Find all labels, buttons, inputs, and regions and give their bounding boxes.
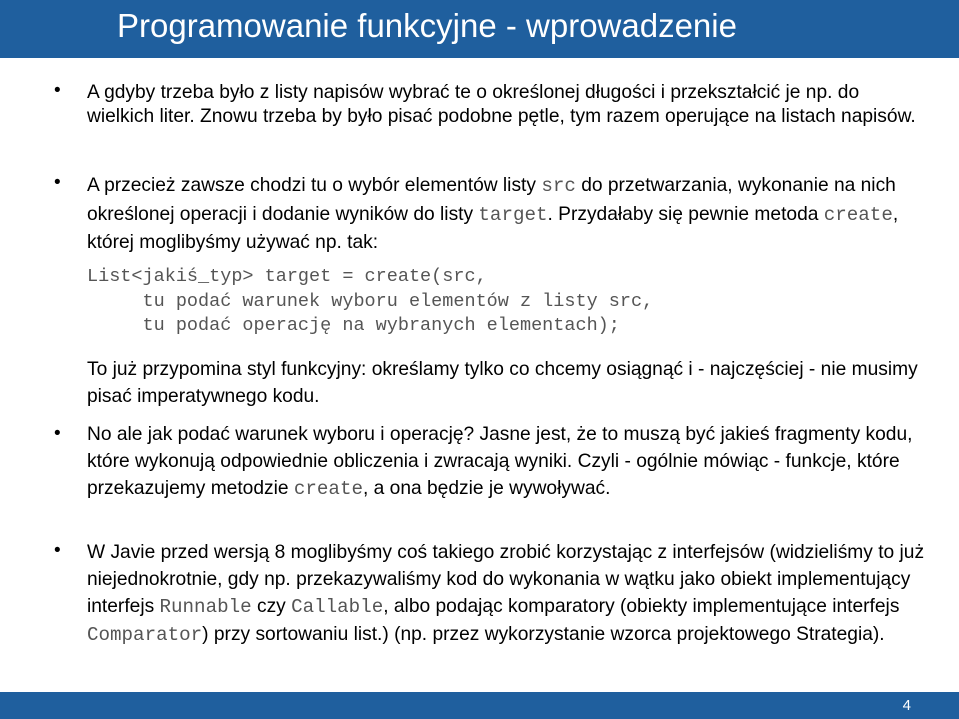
paragraph-text: czy bbox=[251, 596, 292, 617]
paragraph-3 bbox=[87, 356, 927, 410]
paragraph-text: A gdyby trzeba było z listy napisów wybrać te o określonej długości i przekształcić je np. do wielkich liter. Znowu trzeba by było pisać podobne pętle, tym razem operujące na listach napisów. bbox=[87, 82, 916, 127]
paragraph-text: To już przypomina styl funkcyjny: określamy tylko co chcemy osiągnąć i - najczęściej - nie musimy pisać imperatywnego kodu. bbox=[87, 359, 918, 407]
paragraph-text: , której moglibyśmy używać np. tak: bbox=[87, 203, 899, 253]
inline-code: Comparator bbox=[87, 624, 203, 646]
bullet-paragraph-4 bbox=[87, 421, 927, 503]
inline-code: src bbox=[541, 175, 576, 197]
code-block bbox=[87, 265, 653, 339]
inline-code: Runnable bbox=[159, 596, 252, 618]
paragraph-text: do przetwarzania, wykonanie na nich określonej operacji i dodanie wyników do listy bbox=[87, 175, 896, 225]
code-line: tu podać warunek wyboru elementów z listy src, bbox=[87, 290, 654, 312]
paragraph-text: , a ona będzie je wywoływać. bbox=[362, 478, 611, 499]
footer-bar bbox=[0, 692, 959, 719]
slide-title: Programowanie funkcyjne - wprowadzenie bbox=[117, 7, 737, 44]
code-line: tu podać operację na wybranych elementach); bbox=[87, 315, 620, 336]
paragraph-text: No ale jak podać warunek wyboru i operację? Jasne jest, że to muszą być jakieś fragmenty kodu, które wykonują odpowiednie obliczenia i zwracają wyniki. Czyli - ogólnie mówiąc - funkcje, które przekazujemy metodzie bbox=[87, 424, 913, 499]
paragraph-text: , albo podając komparatory (obiekty implementujące interfejs bbox=[383, 596, 900, 617]
bullet-marker: • bbox=[54, 80, 61, 101]
inline-code: create bbox=[293, 478, 363, 500]
title-bar bbox=[0, 0, 959, 58]
paragraph-text: ) przy sortowaniu list.) (np. przez wykorzystanie wzorca projektowego Strategia). bbox=[202, 624, 885, 645]
code-line: List<jakiś_typ> target = create(src, bbox=[87, 266, 487, 287]
bullet-marker: • bbox=[54, 540, 61, 561]
inline-code: create bbox=[823, 203, 893, 226]
bullet-marker: • bbox=[54, 423, 61, 444]
bullet-paragraph-2 bbox=[87, 172, 927, 257]
paragraph-text: A przecież zawsze chodzi tu o wybór elementów listy bbox=[87, 175, 542, 196]
bullet-paragraph-5 bbox=[87, 539, 927, 649]
paragraph-text: . Przydałaby się pewnie metoda bbox=[547, 203, 824, 225]
bullet-marker: • bbox=[54, 172, 61, 193]
inline-code: Callable bbox=[291, 596, 384, 618]
paragraph-text: W Javie przed wersją 8 moglibyśmy coś takiego zrobić korzystając z interfejsów (widzieliśmy to już niejednokrotnie, gdy np. przekazywaliśmy kod do wykonania w wątku jako obiekt implementujący interfejs bbox=[87, 542, 925, 617]
bullet-paragraph-1 bbox=[87, 81, 927, 129]
inline-code: target bbox=[478, 203, 548, 226]
page-number: 4 bbox=[902, 697, 911, 714]
